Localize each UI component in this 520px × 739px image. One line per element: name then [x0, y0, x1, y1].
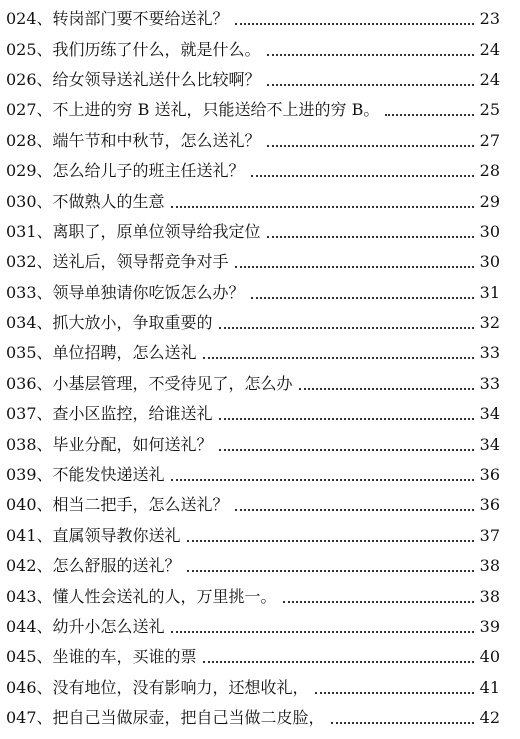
toc-entry-title: 给女领导送礼送什么比较啊？ — [52, 69, 261, 89]
dot-leader — [251, 297, 474, 299]
dot-leader — [331, 722, 474, 724]
toc-entry-page-number: 38 — [479, 586, 500, 606]
toc-entry-title: 小基层管理，不受待见了，怎么办 — [52, 373, 293, 393]
toc-entry-number: 040、 — [6, 495, 53, 515]
toc-entry[interactable] — [0, 95, 520, 125]
toc-entry-page-number: 23 — [479, 9, 500, 29]
dot-leader — [219, 327, 474, 329]
toc-entry[interactable] — [0, 703, 520, 733]
dot-leader — [315, 692, 474, 694]
toc-entry-number: 042、 — [6, 556, 53, 576]
toc-entry-page-number: 28 — [479, 161, 500, 181]
toc-entry-number: 033、 — [6, 282, 53, 302]
dot-leader — [219, 418, 474, 420]
toc-entry-title: 怎么舒服的送礼？ — [52, 556, 181, 576]
toc-entry[interactable] — [0, 217, 520, 247]
dot-leader — [219, 449, 474, 451]
dot-leader — [171, 631, 474, 633]
toc-entry[interactable] — [0, 247, 520, 277]
toc-entry-title: 离职了，原单位领导给我定位 — [52, 221, 261, 241]
toc-entry[interactable] — [0, 399, 520, 429]
toc-entry-title: 没有地位，没有影响力，还想收礼， — [52, 677, 309, 697]
toc-entry-number: 034、 — [6, 313, 53, 333]
toc-entry-page-number: 32 — [479, 313, 500, 333]
toc-entry-number: 032、 — [6, 252, 53, 272]
toc-entry-title: 直属领导教你送礼 — [52, 525, 181, 545]
dot-leader — [171, 479, 474, 481]
toc-entry[interactable] — [0, 521, 520, 551]
toc-entry-page-number: 34 — [479, 434, 500, 454]
toc-entry-page-number: 36 — [479, 465, 500, 485]
toc-entry-page-number: 33 — [479, 343, 500, 363]
toc-entry-title: 毕业分配，如何送礼？ — [52, 434, 213, 454]
toc-entry-number: 024、 — [6, 9, 53, 29]
toc-entry-page-number: 39 — [479, 617, 500, 636]
dot-leader — [235, 509, 474, 511]
toc-entry-number: 031、 — [6, 221, 53, 241]
toc-entry-number: 026、 — [6, 69, 53, 89]
dot-leader — [251, 175, 474, 177]
toc-entry-title: 懂人性会送礼的人，万里挑一。 — [52, 586, 277, 606]
dot-leader — [267, 54, 474, 56]
toc-entry-page-number: 38 — [479, 556, 500, 576]
toc-entry-title: 转岗部门要不要给送礼？ — [52, 9, 229, 29]
toc-entry-page-number: 42 — [479, 708, 500, 728]
toc-entry-number: 029、 — [6, 161, 53, 181]
toc-entry-title: 查小区监控，给谁送礼 — [52, 404, 213, 424]
toc-entry-number: 039、 — [6, 465, 53, 485]
toc-entry-number: 025、 — [6, 39, 53, 59]
dot-leader — [267, 236, 474, 238]
toc-entry[interactable] — [0, 673, 520, 703]
toc-entry[interactable] — [0, 612, 520, 642]
toc-entry-number: 036、 — [6, 373, 53, 393]
toc-entry-page-number: 31 — [479, 282, 500, 302]
toc-entry-title: 不做熟人的生意 — [52, 191, 165, 211]
toc-entry[interactable] — [0, 460, 520, 490]
toc-entry-number: 028、 — [6, 130, 53, 150]
toc-entry-number: 038、 — [6, 434, 53, 454]
toc-entry-page-number: 25 — [479, 100, 500, 120]
toc-entry-page-number: 29 — [479, 191, 500, 211]
toc-entry-title: 不能发快递送礼 — [52, 465, 165, 485]
toc-entry-page-number: 24 — [479, 39, 500, 59]
dot-leader — [187, 540, 474, 542]
toc-entry-page-number: 41 — [479, 677, 500, 697]
toc-entry-title: 端午节和中秋节，怎么送礼？ — [52, 130, 261, 150]
dot-leader — [385, 114, 473, 116]
dot-leader — [235, 23, 474, 25]
toc-entry[interactable] — [0, 186, 520, 216]
toc-entry-title: 相当二把手，怎么送礼？ — [52, 495, 229, 515]
table-of-contents — [0, 4, 520, 733]
toc-entry[interactable] — [0, 4, 520, 34]
toc-entry-title: 单位招聘，怎么送礼 — [52, 343, 197, 363]
dot-leader — [235, 266, 474, 268]
dot-leader — [203, 357, 474, 359]
toc-entry-title: 不上进的穷 B 送礼，只能送给不上进的穷 B。 — [52, 100, 380, 120]
toc-entry-page-number: 37 — [479, 525, 500, 545]
toc-entry-title: 送礼后，领导帮竞争对手 — [52, 252, 229, 272]
toc-entry[interactable] — [0, 308, 520, 338]
toc-entry-page-number: 30 — [479, 252, 500, 272]
dot-leader — [203, 661, 474, 663]
toc-entry-page-number: 24 — [479, 69, 500, 89]
dot-leader — [187, 570, 474, 572]
toc-entry[interactable] — [0, 278, 520, 308]
toc-entry-title: 我们历练了什么，就是什么。 — [52, 39, 261, 59]
toc-entry[interactable] — [0, 34, 520, 64]
dot-leader — [171, 206, 474, 208]
toc-entry[interactable] — [0, 642, 520, 672]
toc-entry[interactable] — [0, 369, 520, 399]
toc-entry-number: 041、 — [6, 525, 53, 545]
toc-entry-number: 044、 — [6, 617, 53, 636]
dot-leader — [267, 145, 474, 147]
toc-entry[interactable] — [0, 338, 520, 368]
toc-entry-page-number: 40 — [479, 647, 500, 667]
toc-entry-page-number: 34 — [479, 404, 500, 424]
dot-leader — [299, 388, 474, 390]
toc-entry[interactable] — [0, 65, 520, 95]
toc-entry[interactable] — [0, 581, 520, 611]
dot-leader — [267, 84, 474, 86]
toc-entry-number: 030、 — [6, 191, 53, 211]
toc-entry[interactable] — [0, 429, 520, 459]
toc-entry[interactable] — [0, 490, 520, 520]
toc-entry-page-number: 27 — [479, 130, 500, 150]
toc-entry-title: 坐谁的车，买谁的票 — [52, 647, 197, 667]
toc-entry-title: 幼升小怎么送礼 — [52, 617, 165, 636]
toc-entry-number: 045、 — [6, 647, 53, 667]
toc-entry-title: 怎么给儿子的班主任送礼？ — [52, 161, 245, 181]
toc-entry-page-number: 30 — [479, 221, 500, 241]
toc-entry-number: 043、 — [6, 586, 53, 606]
toc-entry[interactable] — [0, 156, 520, 186]
toc-entry-title: 领导单独请你吃饭怎么办？ — [52, 282, 245, 302]
toc-entry-title: 把自己当做尿壶，把自己当做二皮脸， — [52, 708, 325, 728]
toc-entry-number: 027、 — [6, 100, 53, 120]
toc-entry-number: 046、 — [6, 677, 53, 697]
dot-leader — [283, 601, 474, 603]
toc-entry-number: 047、 — [6, 708, 53, 728]
toc-entry[interactable] — [0, 551, 520, 581]
toc-entry-title: 抓大放小，争取重要的 — [52, 313, 213, 333]
toc-entry-page-number: 36 — [479, 495, 500, 515]
toc-entry-page-number: 33 — [479, 373, 500, 393]
toc-entry-number: 035、 — [6, 343, 53, 363]
toc-entry[interactable] — [0, 126, 520, 156]
toc-entry-number: 037、 — [6, 404, 53, 424]
